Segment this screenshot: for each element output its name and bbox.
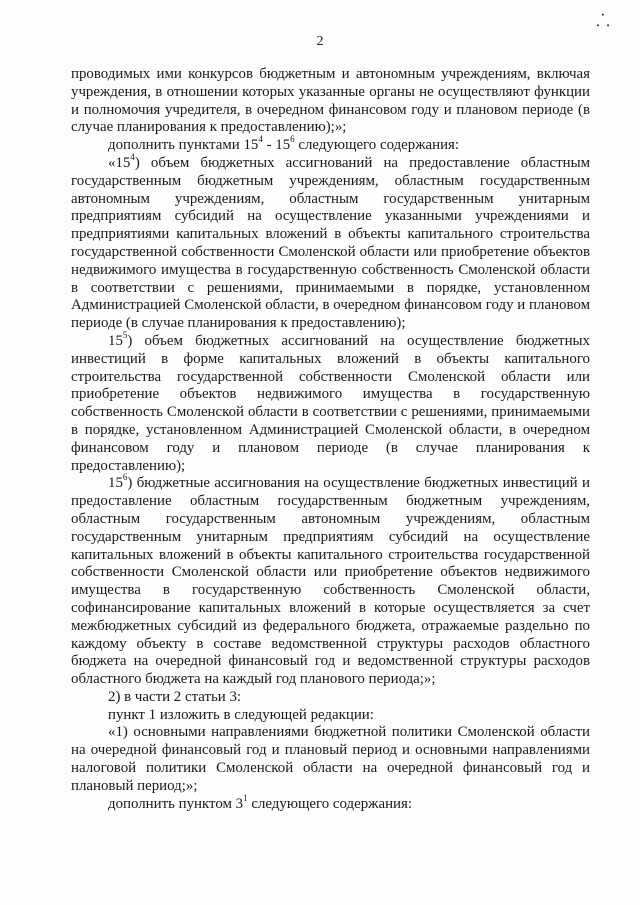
superscript: 6 [290, 134, 295, 145]
paragraph-text: дополнить пунктами 15 [108, 137, 259, 154]
superscript: 4 [258, 134, 263, 145]
paragraph-p9 [71, 792, 590, 814]
paragraph-p7 [71, 707, 590, 725]
superscript: 1 [243, 792, 248, 803]
paragraph-text: «15 [108, 154, 131, 171]
paragraph-p3 [71, 152, 590, 333]
paragraph-p4 [71, 329, 590, 475]
paragraph-text: проводимых ими конкурсов бюджетным и автономным учреждениям, включая учреждения, в отношении которых указанные органы не осуществляют функции и полномочия учредителя, в очередном финансовом году и плановом периоде (в случае планирования к предоставлению);»; [71, 66, 590, 136]
page-number: 2 [316, 34, 324, 49]
paragraph-text: 15 [108, 332, 123, 349]
paragraph-text: - 15 [262, 137, 291, 154]
paragraph-text: 15 [108, 475, 123, 492]
paragraph-p6 [71, 689, 590, 707]
paragraph-p1 [71, 66, 590, 137]
paragraph-text: «1) основными направлениями бюджетной политики Смоленской области на очередной финансовый год и плановый период и основными направлениями налоговой политики Смоленской области на очередной финансовый год и плановый период;»; [71, 724, 590, 794]
handwritten-mark: ⸫ [596, 11, 610, 31]
paragraph-p5 [71, 472, 590, 689]
paragraph-text: 2) в части 2 статьи 3: [108, 688, 242, 705]
paragraph-text: следующего содержания: [294, 137, 460, 154]
paragraph-text: ) бюджетные ассигнования на осуществление бюджетных инвестиций и предоставление областным государственным бюджетным учреждениям, областным государственным автономным учреждениям, областным государственным унитарным предприятиям субсидий на осуществление капитальных вложений в объекты капитального строительства государственной собственности Смоленской области или приобретение объектов недвижимого имущества в государственную собственность Смоленской области, софинансирование капитальных вложений в которые осуществляется за счет межбюджетных субсидий из федерального бюджета, отражаемые раздельно по каждому объекту в составе ведомственной структуры расходов областного бюджета на очередной финансовый год и ведомственной структуры расходов областного бюджета на каждый год планового периода;»; [71, 475, 590, 688]
paragraph-text: пункт 1 изложить в следующей редакции: [108, 706, 374, 723]
paragraph-p8 [71, 724, 590, 795]
superscript: 6 [122, 472, 128, 483]
superscript: 4 [130, 152, 135, 163]
paragraph-p2 [71, 134, 590, 155]
document-body [71, 66, 590, 813]
paragraph-text: дополнить пунктом 3 [108, 795, 244, 812]
paragraph-text: ) объем бюджетных ассигнований на осуществление бюджетных инвестиций в форме капитальных вложений в объекты капитального строительства государственной собственности Смоленской области или приобретение объектов недвижимого имущества в государственную собственность Смоленской области в соответствии с решениями, принимаемыми в порядке, установленном Администрацией Смоленской области, в очередном финансовом году и плановом периоде (в случае планирования к предоставлению); [71, 332, 590, 474]
paragraph-text: ) объем бюджетных ассигнований на предоставление областным государственным бюджетным учреждениям, областным государственным автономным учреждениям, областным государственным унитарным предприятиям субсидий на осуществление указанными учреждениями и предприятиями капитальных вложений в объекты капитального строительства государственной собственности Смоленской области или приобретение объектов недвижимого имущества в государственную собственность Смоленской области в соответствии с решениями, принимаемыми в порядке, установленном Администрацией Смоленской области, в очередном финансовом году и плановом периоде (в случае планирования к предоставлению); [71, 154, 590, 332]
paragraph-text: следующего содержания: [247, 795, 413, 812]
superscript: 5 [122, 329, 128, 340]
